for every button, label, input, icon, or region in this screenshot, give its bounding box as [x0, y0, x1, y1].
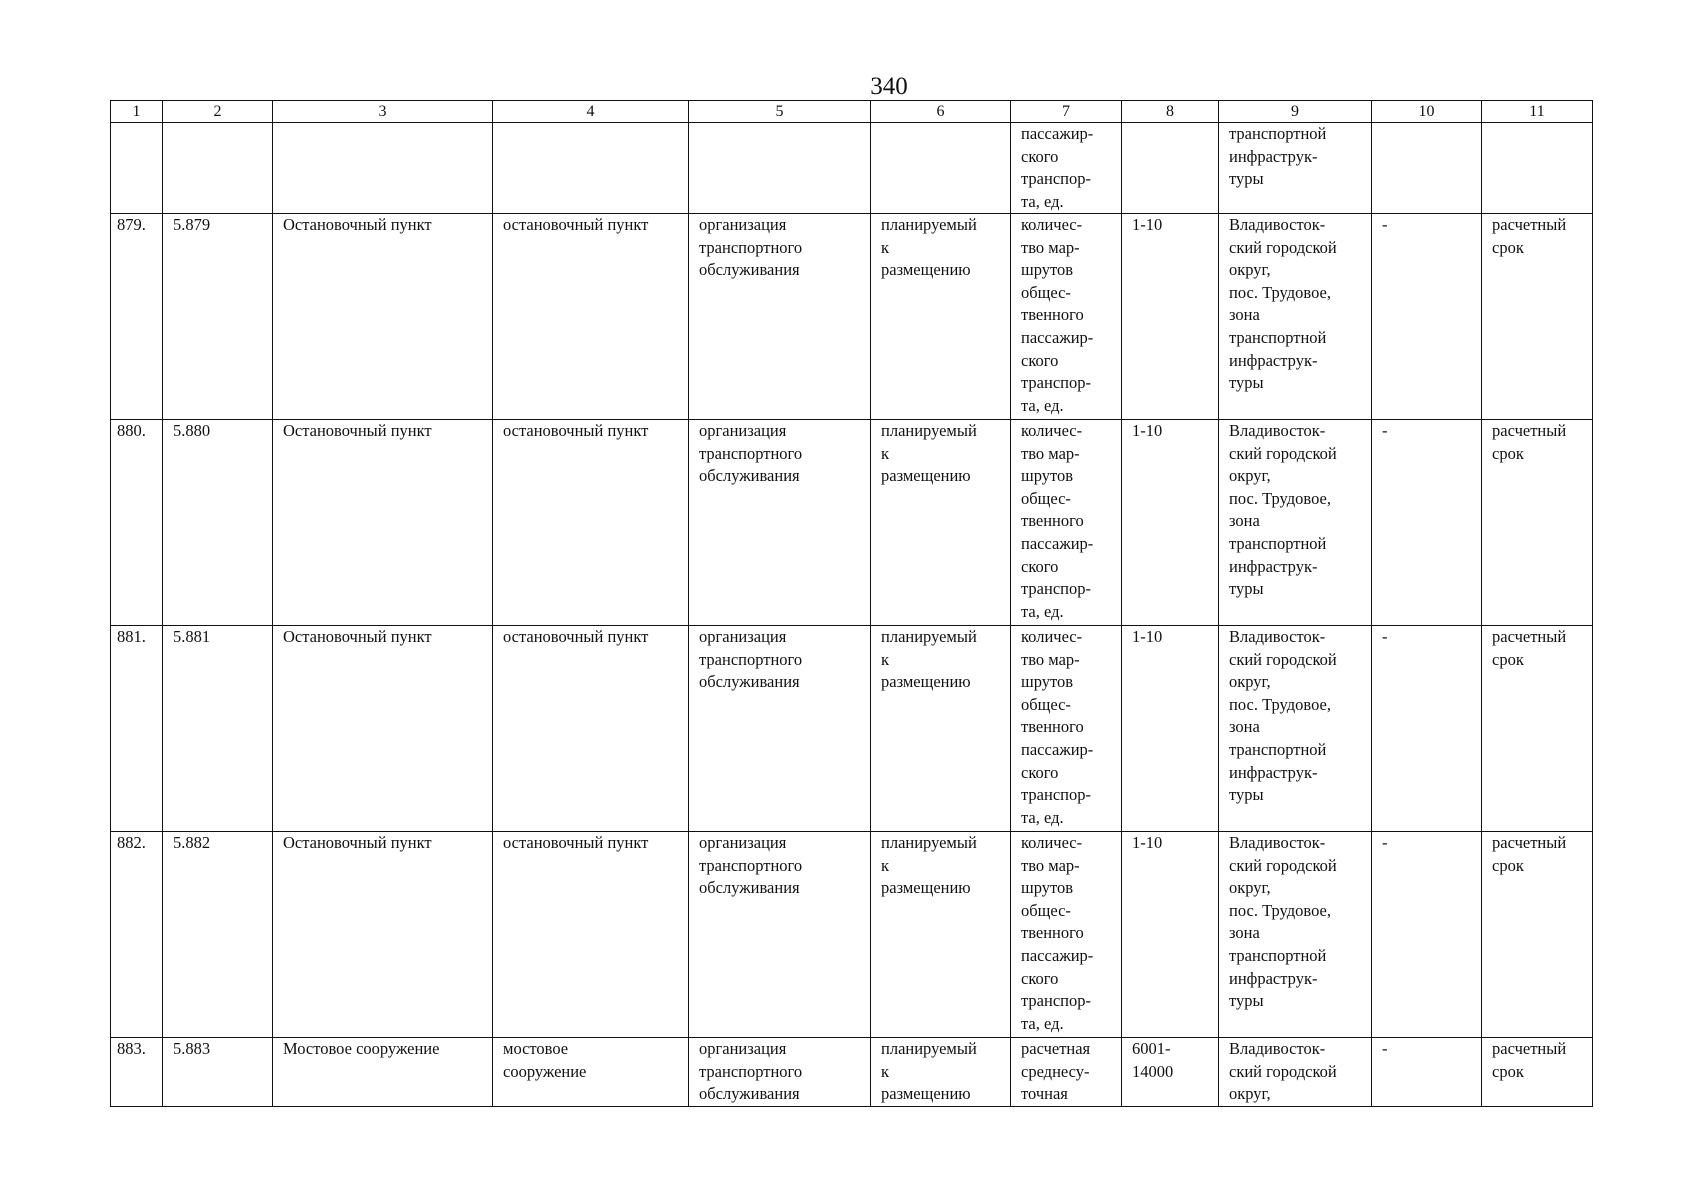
- table-cell: [1492, 123, 1582, 213]
- table-cell: [699, 123, 860, 213]
- column-header: 1: [111, 101, 163, 123]
- value-cell: 6001- 14000: [1132, 1039, 1174, 1081]
- table-cell: [881, 123, 1000, 213]
- object-code-cell: 5.880: [173, 421, 211, 440]
- column-header: 2: [163, 101, 273, 123]
- status-cell: планируемый к размещению: [881, 627, 977, 692]
- object-code-cell: 5.879: [173, 215, 211, 234]
- zone-cell: -: [1382, 627, 1388, 646]
- status-cell: планируемый к размещению: [881, 833, 977, 898]
- column-header: 11: [1482, 101, 1593, 123]
- object-code-cell: 5.883: [173, 1039, 211, 1058]
- value-cell: 1-10: [1132, 627, 1163, 646]
- zone-cell: -: [1382, 1039, 1388, 1058]
- purpose-cell: организация транспортного обслуживания: [699, 1039, 803, 1104]
- table-row: [111, 420, 1593, 626]
- column-header: 3: [273, 101, 493, 123]
- value-cell: 1-10: [1132, 833, 1163, 852]
- object-type-cell: остановочный пункт: [503, 215, 649, 234]
- term-cell: расчетный срок: [1492, 1039, 1567, 1081]
- column-header: 5: [689, 101, 871, 123]
- status-cell: планируемый к размещению: [881, 1039, 977, 1104]
- location-cell: Владивосток- ский городской округ,: [1229, 1039, 1337, 1104]
- table-cell: транспортной инфраструк- туры: [1229, 124, 1327, 189]
- characteristic-cell: количес- тво мар- шрутов общес- твенного пассажир- ского транспор- та, ед.: [1021, 421, 1094, 621]
- object-name-cell: Остановочный пункт: [283, 833, 432, 852]
- column-header: 8: [1122, 101, 1219, 123]
- zone-cell: -: [1382, 215, 1388, 234]
- object-type-cell: остановочный пункт: [503, 421, 649, 440]
- status-cell: планируемый к размещению: [881, 421, 977, 486]
- column-header: 7: [1011, 101, 1122, 123]
- purpose-cell: организация транспортного обслуживания: [699, 833, 803, 898]
- table-row: [111, 832, 1593, 1038]
- object-code-cell: 5.881: [173, 627, 211, 646]
- value-cell: 1-10: [1132, 421, 1163, 440]
- term-cell: расчетный срок: [1492, 833, 1567, 875]
- term-cell: расчетный срок: [1492, 421, 1567, 463]
- object-name-cell: Остановочный пункт: [283, 421, 432, 440]
- table-header-row: [111, 101, 1593, 123]
- term-cell: расчетный срок: [1492, 215, 1567, 257]
- table-cell: [1132, 123, 1208, 213]
- table-row-continuation: [111, 123, 1593, 214]
- object-type-cell: мостовое сооружение: [503, 1039, 587, 1081]
- table-cell: [117, 123, 160, 213]
- row-number-cell: 881.: [117, 627, 146, 646]
- zone-cell: -: [1382, 421, 1388, 440]
- object-type-cell: остановочный пункт: [503, 627, 649, 646]
- object-name-cell: Остановочный пункт: [283, 215, 432, 234]
- characteristic-cell: количес- тво мар- шрутов общес- твенного пассажир- ского транспор- та, ед.: [1021, 627, 1094, 827]
- object-type-cell: остановочный пункт: [503, 833, 649, 852]
- characteristic-cell: количес- тво мар- шрутов общес- твенного пассажир- ского транспор- та, ед.: [1021, 215, 1094, 415]
- table-cell: [503, 123, 678, 213]
- column-header: 9: [1219, 101, 1372, 123]
- purpose-cell: организация транспортного обслуживания: [699, 215, 803, 280]
- value-cell: 1-10: [1132, 215, 1163, 234]
- data-table: [110, 100, 1593, 1107]
- page-number: 340: [870, 73, 908, 100]
- row-number-cell: 879.: [117, 215, 146, 234]
- object-name-cell: Остановочный пункт: [283, 627, 432, 646]
- column-header: 6: [871, 101, 1011, 123]
- row-number-cell: 883.: [117, 1039, 146, 1058]
- characteristic-cell: количес- тво мар- шрутов общес- твенного пассажир- ского транспор- та, ед.: [1021, 833, 1094, 1033]
- characteristic-cell: расчетная среднесу- точная: [1021, 1039, 1091, 1104]
- table-cell: [173, 123, 262, 213]
- table-cell: пассажир- ского транспор- та, ед.: [1021, 124, 1094, 211]
- object-name-cell: Мостовое сооружение: [283, 1039, 440, 1058]
- table-row: [111, 1038, 1593, 1107]
- row-number-cell: 880.: [117, 421, 146, 440]
- row-number-cell: 882.: [117, 833, 146, 852]
- column-header: 4: [493, 101, 689, 123]
- location-cell: Владивосток- ский городской округ, пос. Трудовое, зона транспортной инфраструк- туры: [1229, 421, 1337, 599]
- location-cell: Владивосток- ский городской округ, пос. Трудовое, зона транспортной инфраструк- туры: [1229, 215, 1337, 393]
- location-cell: Владивосток- ский городской округ, пос. Трудовое, зона транспортной инфраструк- туры: [1229, 627, 1337, 805]
- table-row: [111, 626, 1593, 832]
- status-cell: планируемый к размещению: [881, 215, 977, 280]
- table-row: [111, 214, 1593, 420]
- table-cell: [283, 123, 482, 213]
- table-cell: [1382, 123, 1471, 213]
- term-cell: расчетный срок: [1492, 627, 1567, 669]
- location-cell: Владивосток- ский городской округ, пос. Трудовое, зона транспортной инфраструк- туры: [1229, 833, 1337, 1011]
- purpose-cell: организация транспортного обслуживания: [699, 627, 803, 692]
- zone-cell: -: [1382, 833, 1388, 852]
- purpose-cell: организация транспортного обслуживания: [699, 421, 803, 486]
- column-header: 10: [1372, 101, 1482, 123]
- object-code-cell: 5.882: [173, 833, 211, 852]
